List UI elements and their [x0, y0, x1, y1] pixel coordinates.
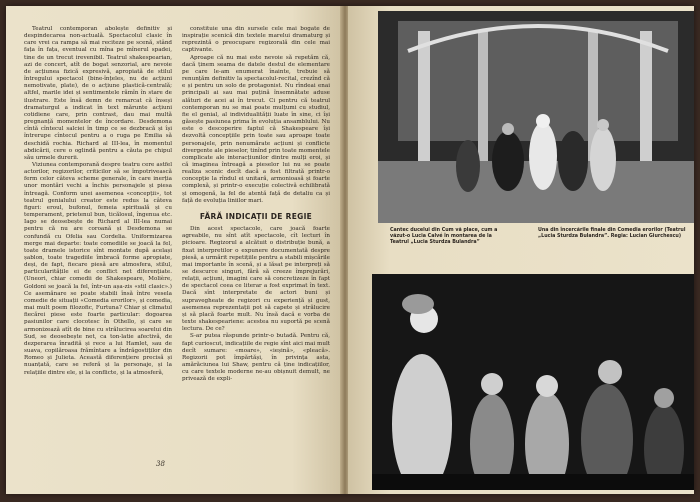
paragraph: Teatrul contemporan abolește definitiv și despindecarea non-actuală. Spectacolul clasic în care vrei ca rampa să mai reciteze pe scenă, stând fața în fața, eventual cu mîna pe mînerul spadei, tine de un trecut irevenibil. Teatrul shakespearian, azi de concert, atît de bogat senzorial, are nevoie de acțiunea fizică expresivă, apropiată de stilul întregului spectacol (bine-înțeles, nu de acțiuni nemotivate, plate), de o acțiune plastică-centrală; altfel, marile idei și sentimentele rămîn în stare de ilustrare. Este însă demn de remarcat că înseși dramaturgul a indicat în text mărunte acțiuni cotidiene care, prin contrast, dau mai multă pregnanță momentelor de încordare. Desdemona cîntă cîntecul salciei în timp ce se dezbracă și își întrerupe cîntecul pentru a o ruga pe Emilia să deschidă rochia. Richard al III-lea, în momentul abdicării, cere o oglindă pentru a căuta pe chipul său urmele durerii.	[24, 26, 172, 161]
left-page	[6, 6, 342, 494]
photo-caption-right: Una din încercările finale din Comedia erorilor (Teatrul „Lucia Sturdza Bulandra”. Regia: Lucian Giurchescu)	[538, 228, 686, 239]
stage-scene-illustration-2	[372, 274, 694, 490]
paragraph: Viziunea contemporană despre teatru cere astfel actorilor, regizorilor, criticilor să se împotrivească ferm celor câteva scheme generale, în care inerția unor montări vechi a închis personajele și piesa întreagă. Conform unei asemenea «concepții», tot teatrul genialului creator este redus la câteva figuri: eroul, bufonul, femeia spirituală și cu temperament, prietenul bun, ticălosul, îngenua etc. Iago se deosebește de Richard al III-lea numai pentru că nu are coroană și Desdemona se confundă cu Ofelia sau Cordelia. Uniformizarea merge mai departe: toate comediile se joacă la fel, toate dramele istorice sînt montate după același șablon, toate tragediile îmbracă forme apropiate, deși, de fapt, fiecare piesă are atmosfera, stilul, particularitățile ei de conflict net diferențiate. (Uneori, chiar comedii de Shakespeare, Molière, Goldoni se joacă la fel, într-un așa-zis «stil clasic».) Ce asemănare se poate stabili însă între vesela comedie de situații «Comedia erorilor», și comedia, mai mult poem filozofic, Furtuna? Chiar și climatul fiecărei piese este foarte particular: dogoarea pasiunilor care clocotesc în Othello, și care se armonizează atît de bine cu strălucirea soarelui din Sud, se deosebește net, ca ton-latie afectivă, de dezperarea înradită și rece a lui Hamlet, sau de suava, copilăroasa frămîntare a îndrăgostiților din Romeo și Julieta. Această diferențiere precisă și nuanțată, care se referă și la personaje, și la relațiile dintre ele, și la conflicte, și la atmosferă,	[24, 161, 172, 376]
stage-photo-bottom	[372, 274, 694, 490]
left-column-2	[182, 26, 330, 464]
stage-photo-top	[378, 11, 694, 223]
section-heading: FĂRĂ INDICAȚII DE REGIE	[199, 211, 313, 221]
paragraph: Din acest spectacole, care joacă foarte agreabile, nu sînt atît spectacole, cît lecturi în picioare. Regizorul a alcătuit o distribuție bună, a fixat interpretilor o expunere documentată despre piesă, a urmărit repetițiile pentru a stabili mișcările mai importante în scenă, și a lăsat pe interpreți să se descurce singuri, fără să creeze împrejurări, relații, acțiuni, imagini care să concretizeze în fapt de spectacol ceea ce literar a fost exprimat în text. Dacă sînt interpretate de actori buni și supravegheate de regizori cu experiență și gust, asemenea reprezentații pot să capete și strălucire și să placă foarte mult. Nu însă dacă e vorba de texte shakespeariene: acestea nu suportă pe scenă lectura. De ce?	[182, 226, 330, 333]
right-page	[348, 6, 694, 494]
paragraph: S-ar putea răspunde printr-o butadă. Pentru că, fapt curioscut, indicațiile de regie sînt aici mai mult decît sumare: «moare», «ieșină», «pleacă». Regizorii pot împărtăși, în privința asta, amărăciunea lui Shaw, pentru că ține indicațiilor, cu care textele moderne ne-au obișnuit demult, ne privează de expli-	[182, 333, 330, 383]
left-column-1	[24, 26, 172, 464]
paragraph: Aproape că nu mai este nevoie să repetăm că, dacă ținem seama de datele destul de elementare pe care le-am enumerat înainte, trebuie să renunțăm definitiv la spectacolul-recital, crezînd că e și pentru un solo de protagonist. Nu rîndeai enai principali ai sau mai puțină însemnătate aduse alături de acei ai în trecut. Ci pentru că teatrul contemporan nu se mai poate mulțumi cu studiul, fie el genial, al individualității luate în sine, ci își găsește pasiunea prima în evoluția ansamblului. Nu este o descoperire faptul că Shakespeare își dezvoltă concepțiile prin toate sau aproape toate personajele, prin nenumărate acțiuni și conflicte divergente ale pieselor, tinînd prin toate momentele complicate ale interacțiunilor dintre mulți eroi, și că imaginea întreagă a pieselor lui nu se poate realiza scenic decît dacă a fost filtrată printr-o concepție la rîndul ei unitară, armonioasă și foarte complexă, și printr-o execuție colectivă echilibrată și omogenă, la fel de atentă față de detaliu ca și față de evoluția liniilor mari.	[182, 54, 330, 204]
page-number: 38	[156, 460, 165, 468]
photo-caption-left: Cantec ducelui din Cum vă place, cum a văzut-o Lucia Calvé în montarea de la Teatrul „Lucia Sturdza Bulandra”	[390, 228, 498, 245]
stage-scene-illustration	[378, 11, 694, 223]
paragraph: constituie una din sursele cele mai bogate de inspirație scenică din textele marelui dramaturg și reprezintă o preocupare regizorală din cele mai captivante.	[182, 26, 330, 54]
open-book	[6, 6, 694, 494]
